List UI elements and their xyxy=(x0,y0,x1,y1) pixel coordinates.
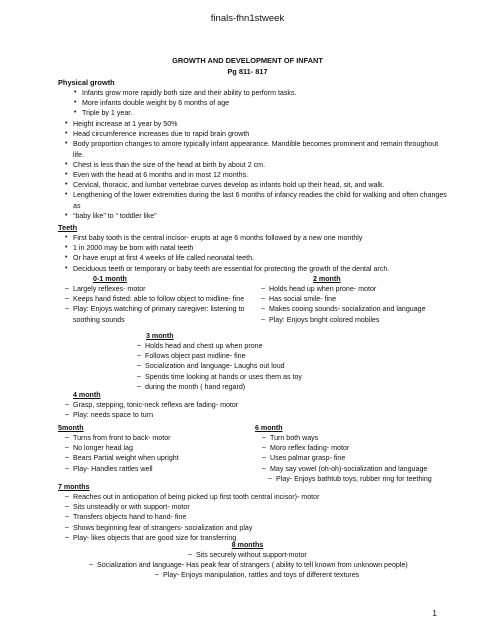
list-item: – Turn both ways xyxy=(270,433,427,443)
list-item: • Head circumference increases due to rapid brain growth xyxy=(73,129,451,139)
list-item: • Infants grow more rapidly both size and their ability to perform tasks. xyxy=(82,88,297,98)
list-item: – Grasp, stepping, tonic-neck reflexs are fading- motor xyxy=(73,400,238,410)
list-item: – Turns from front to back- motor xyxy=(73,433,179,443)
month-7-heading: 7 months xyxy=(58,483,90,491)
list-item: – Play: Enjoys watching of primary caregiver: listening to soothing sounds xyxy=(73,304,245,324)
list-item: – Play: needs space to turn xyxy=(73,410,238,420)
list-item: • Body proportion changes to amore typically infant appearance. Mandible becomes prominent and remain throughout life. xyxy=(73,139,451,159)
month-5-list xyxy=(73,433,179,474)
list-item: • Or have erupt at first 4 weeks of life called neonatal teeth. xyxy=(73,253,389,263)
list-item: – Largely reflexes- motor xyxy=(73,284,245,294)
month-6-list xyxy=(270,433,432,484)
physical-growth-heading: Physical growth xyxy=(58,78,115,87)
month-2-list xyxy=(269,284,426,325)
list-item: • Even with the head at 6 months and in most 12 months. xyxy=(73,170,451,180)
list-item: • Height increase at 1 year by 50% xyxy=(73,119,451,129)
list-item: – during the month ( hand regard) xyxy=(145,382,302,392)
list-item: – Follows object past midline- fine xyxy=(145,351,302,361)
month-8-list xyxy=(0,550,408,581)
month-8-heading: 8 months xyxy=(231,541,264,549)
month-3-list xyxy=(145,341,302,392)
list-item: – Sits securely without support-motor xyxy=(196,550,495,560)
document-title: GROWTH AND DEVELOPMENT OF INFANT xyxy=(172,56,323,65)
list-item: – Socialization and language- Laughs out loud xyxy=(145,361,302,371)
list-item: • More infants double weight by 6 months of age xyxy=(82,98,297,108)
list-item: – Play- Enjoys manipulation, rattles and toys of different textures xyxy=(163,570,474,580)
list-item: – Holds head up when prone- motor xyxy=(269,284,426,294)
list-item: – Play- Enjoys bathtub toys, rubber ring for teething xyxy=(276,474,433,484)
list-item: – Bears Partial weight when upright xyxy=(73,453,179,463)
month-5-heading: 5month xyxy=(58,424,84,432)
list-item: • “baby like” to “ toddler like” xyxy=(73,211,451,221)
month-7-list xyxy=(73,492,319,543)
list-item: • Cervical, thoracic, and lumbar vertebrae curves develop as infants hold up their head, sit, and walk. xyxy=(73,180,451,190)
list-item: – Holds head and chest up when prone xyxy=(145,341,302,351)
list-item: • Triple by 1 year. xyxy=(82,108,297,118)
list-item: – Sits unsteadily or with support- motor xyxy=(73,502,319,512)
list-item: – Uses palmar grasp- fine xyxy=(270,453,427,463)
teeth-heading: Teeth xyxy=(58,223,78,232)
month-0-1-heading: 0-1 month xyxy=(93,275,127,283)
list-item: – Play: Enjoys bright colored mobiles xyxy=(269,315,426,325)
list-item: • First baby tooth is the central incisor- erupts at age 6 months followed by a new one monthly xyxy=(73,233,389,243)
list-item: – Moro reflex fading- motor xyxy=(270,443,427,453)
physical-growth-list xyxy=(73,119,451,221)
month-3-heading: 3 month xyxy=(146,332,174,340)
list-item: – Play- Handles rattles well xyxy=(73,464,179,474)
month-4-list xyxy=(73,400,238,420)
list-item: – Play- likes objects that are good size for transferring xyxy=(73,533,319,543)
list-item: – Keeps hand fisted: able to follow object to midline- fine xyxy=(73,294,245,304)
list-item: • Deciduous teeth or temporary or baby teeth are essential for protecting the growth of the dental arch. xyxy=(73,264,389,274)
teeth-list xyxy=(73,233,389,274)
list-item: – Spends time looking at hands or uses them as toy xyxy=(145,372,302,382)
list-item: – May say vowel (oh-oh)-socialization and language xyxy=(270,464,427,474)
month-0-1-list xyxy=(73,284,245,325)
list-item: – Reaches out in anticipation of being picked up first tooth central incisor)- motor xyxy=(73,492,319,502)
page-number: 1 xyxy=(432,608,437,618)
list-item: – Shows beginning fear of strangers- socialization and play xyxy=(73,523,319,533)
list-item: • 1 in 2000 may be born with natal teeth xyxy=(73,243,389,253)
list-item: – Makes cooing sounds- socialization and language xyxy=(269,304,426,314)
page-reference: Pg 811- 817 xyxy=(227,67,268,76)
list-item: – Has social smile- fine xyxy=(269,294,426,304)
list-item: – No longer head lag xyxy=(73,443,179,453)
list-item: • Chest is less than the size of the head at birth by about 2 cm. xyxy=(73,160,451,170)
month-4-heading: 4 month xyxy=(73,391,101,399)
list-item: – Transfers objects hand to hand- fine xyxy=(73,512,319,522)
list-item: • Lengthening of the lower extremities during the last 6 months of infancy readies the child for walking and often changes as xyxy=(73,190,451,210)
physical-growth-sublist xyxy=(82,88,297,119)
page-header: finals-fhn1stweek xyxy=(210,13,285,24)
list-item: – Socialization and language- Has peak fear of strangers ( ability to tell known from unknown people) xyxy=(97,560,408,570)
month-2-heading: 2 month xyxy=(313,275,341,283)
month-6-heading: 6 month xyxy=(255,424,283,432)
